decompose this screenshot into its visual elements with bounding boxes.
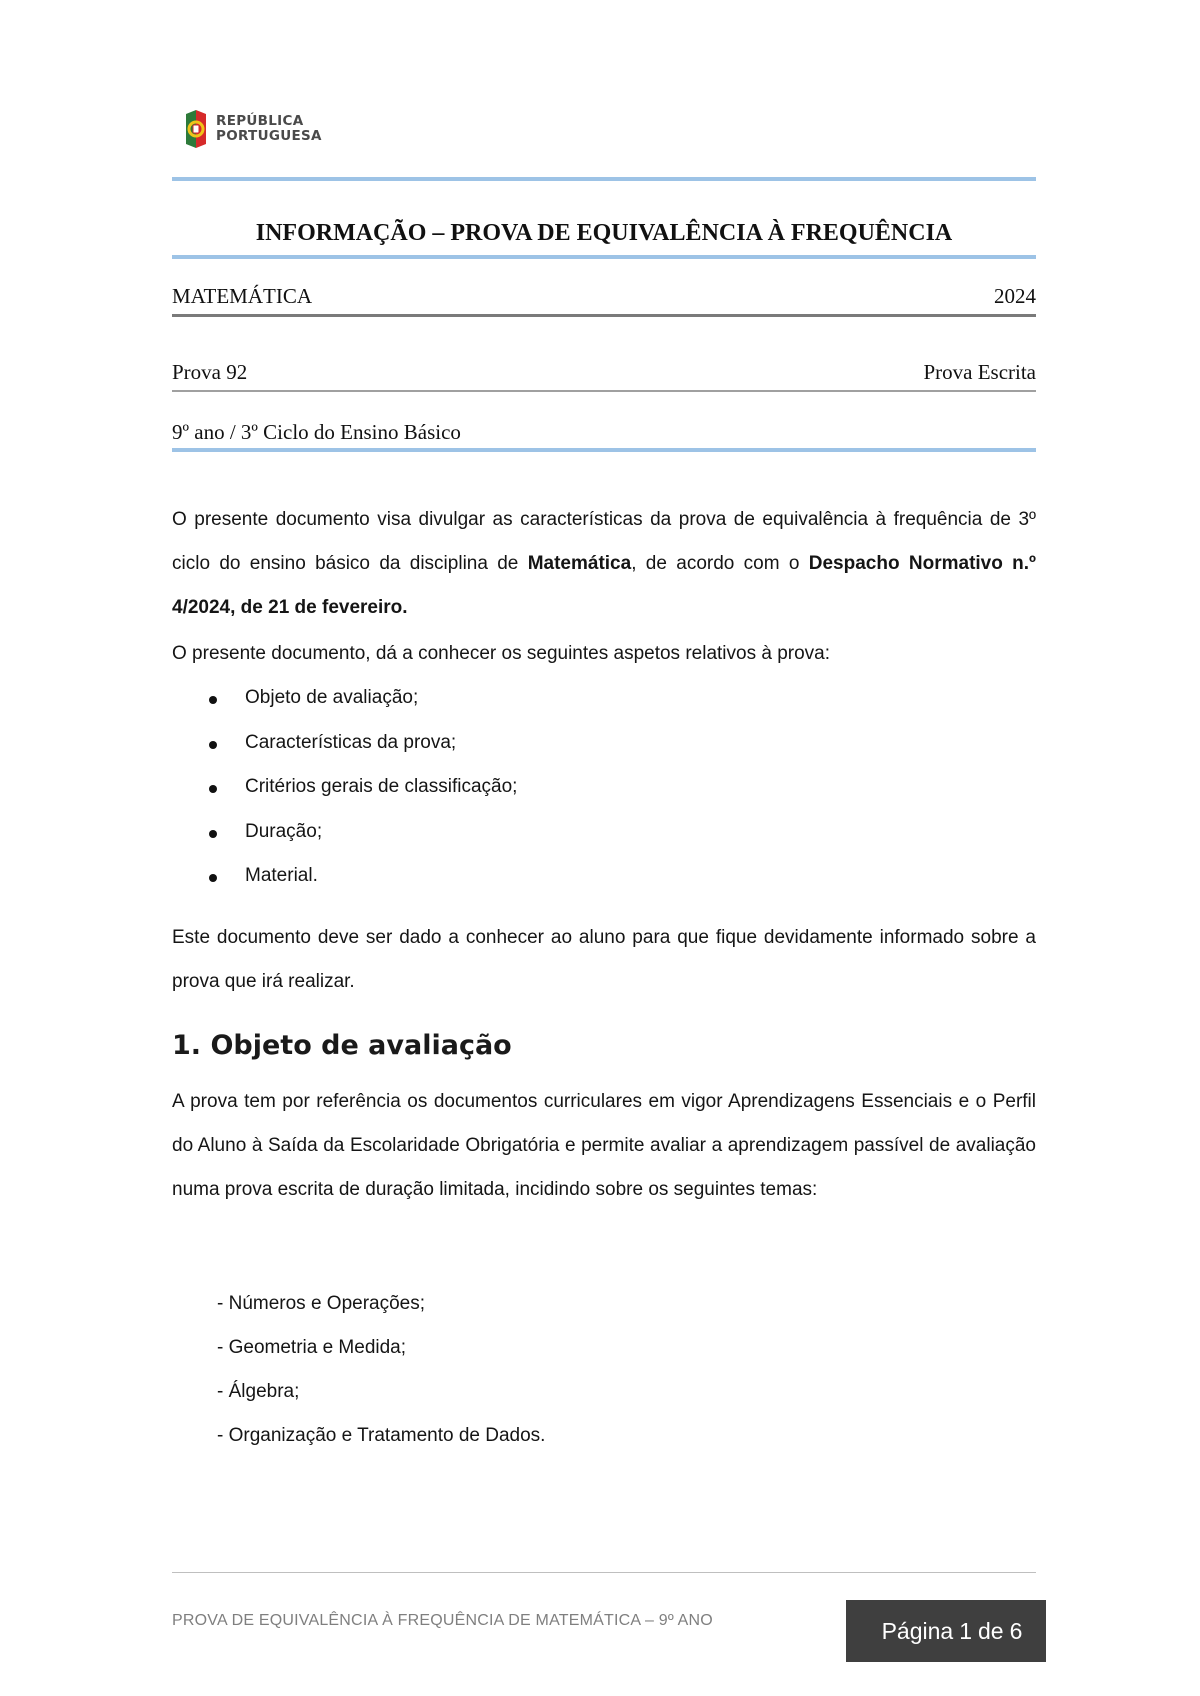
- exam-row: [172, 360, 1036, 385]
- section-1-heading: 1. Objeto de avaliação: [172, 1030, 512, 1061]
- grade-divider: [172, 448, 1036, 452]
- list-item: [172, 810, 1036, 855]
- year-label: 2024: [994, 284, 1036, 308]
- themes-list: [217, 1282, 545, 1458]
- note-paragraph: Este documento deve ser dado a conhecer ao aluno para que fique devidamente informado sobre a prova que irá realizar.: [172, 927, 1036, 992]
- exam-number: Prova 92: [172, 360, 248, 384]
- header-divider: [172, 177, 1036, 181]
- grade-label: 9º ano / 3º Ciclo do Ensino Básico: [172, 420, 461, 444]
- list-item: - Organização e Tratamento de Dados.: [217, 1425, 546, 1446]
- footer-divider: [172, 1572, 1036, 1573]
- subject-divider: [172, 314, 1036, 317]
- intro-paragraph: [172, 498, 1036, 630]
- list-item: [172, 854, 1036, 899]
- list-item: - Números e Operações;: [217, 1293, 426, 1314]
- list-item: [172, 676, 1036, 721]
- logo-line-1: REPÚBLICA: [216, 113, 304, 129]
- list-item: [172, 765, 1036, 810]
- title-divider: [172, 255, 1036, 259]
- bullet-icon: [209, 741, 217, 749]
- subject-row: [172, 284, 1036, 309]
- page-word: Página: [881, 1617, 954, 1644]
- aspects-list: [172, 676, 1036, 899]
- list-item: [172, 721, 1036, 766]
- section-1-text: A prova tem por referência os documentos curriculares em vigor Aprendizagens Essenciais e o Perfil do Aluno à Saída da Escolaridade Obrigatória e permite avaliar a aprendizagem passível de avaliação numa prova escrita de duração limitada, incidindo sobre os seguintes temas:: [172, 1091, 1036, 1200]
- subject-label: MATEMÁTICA: [172, 284, 312, 308]
- bullet-icon: [209, 830, 217, 838]
- bullet-icon: [209, 696, 217, 704]
- list-item-text: Duração;: [245, 820, 323, 842]
- intro-subject-bold: Matemática: [527, 553, 632, 574]
- republica-portuguesa-logo: [182, 108, 322, 150]
- intro-despacho-bold: Despacho Normativo n.º 4/2024, de 21 de fevereiro: [172, 553, 1036, 618]
- list-item: - Geometria e Medida;: [217, 1337, 407, 1358]
- list-item-text: Material.: [245, 865, 318, 886]
- document-title: INFORMAÇÃO – PROVA DE EQUIVALÊNCIA À FREQUÊNCIA: [255, 220, 953, 246]
- portugal-flag-icon: [182, 108, 208, 150]
- of-word: de: [978, 1617, 1004, 1644]
- list-item: - Álgebra;: [217, 1381, 300, 1402]
- bullet-icon: [209, 874, 217, 882]
- page-indicator: [846, 1600, 1046, 1662]
- grade-row: [172, 420, 1036, 445]
- exam-type: Prova Escrita: [923, 360, 1036, 384]
- logo-text: [216, 114, 322, 144]
- footer-text: PROVA DE EQUIVALÊNCIA À FREQUÊNCIA DE MATEMÁTICA – 9º ANO: [172, 1612, 713, 1629]
- intro-text: O presente documento visa divulgar as características da prova de equivalência à frequência de 3º ciclo do ensino básico da disciplina de: [172, 509, 1036, 574]
- list-item-text: Objeto de avaliação;: [245, 687, 419, 708]
- page-total: 6: [1009, 1617, 1023, 1644]
- list-item-text: Critérios gerais de classificação;: [245, 776, 518, 797]
- logo-line-2: PORTUGUESA: [216, 128, 322, 144]
- bullet-icon: [209, 785, 217, 793]
- intro-end: .: [402, 597, 408, 618]
- exam-divider: [172, 390, 1036, 392]
- list-item-text: Características da prova;: [245, 731, 457, 753]
- aspects-intro: O presente documento, dá a conhecer os seguintes aspetos relativos à prova:: [172, 643, 831, 664]
- intro-text-2: , de acordo com o: [631, 553, 809, 574]
- page-number: 1: [959, 1617, 973, 1644]
